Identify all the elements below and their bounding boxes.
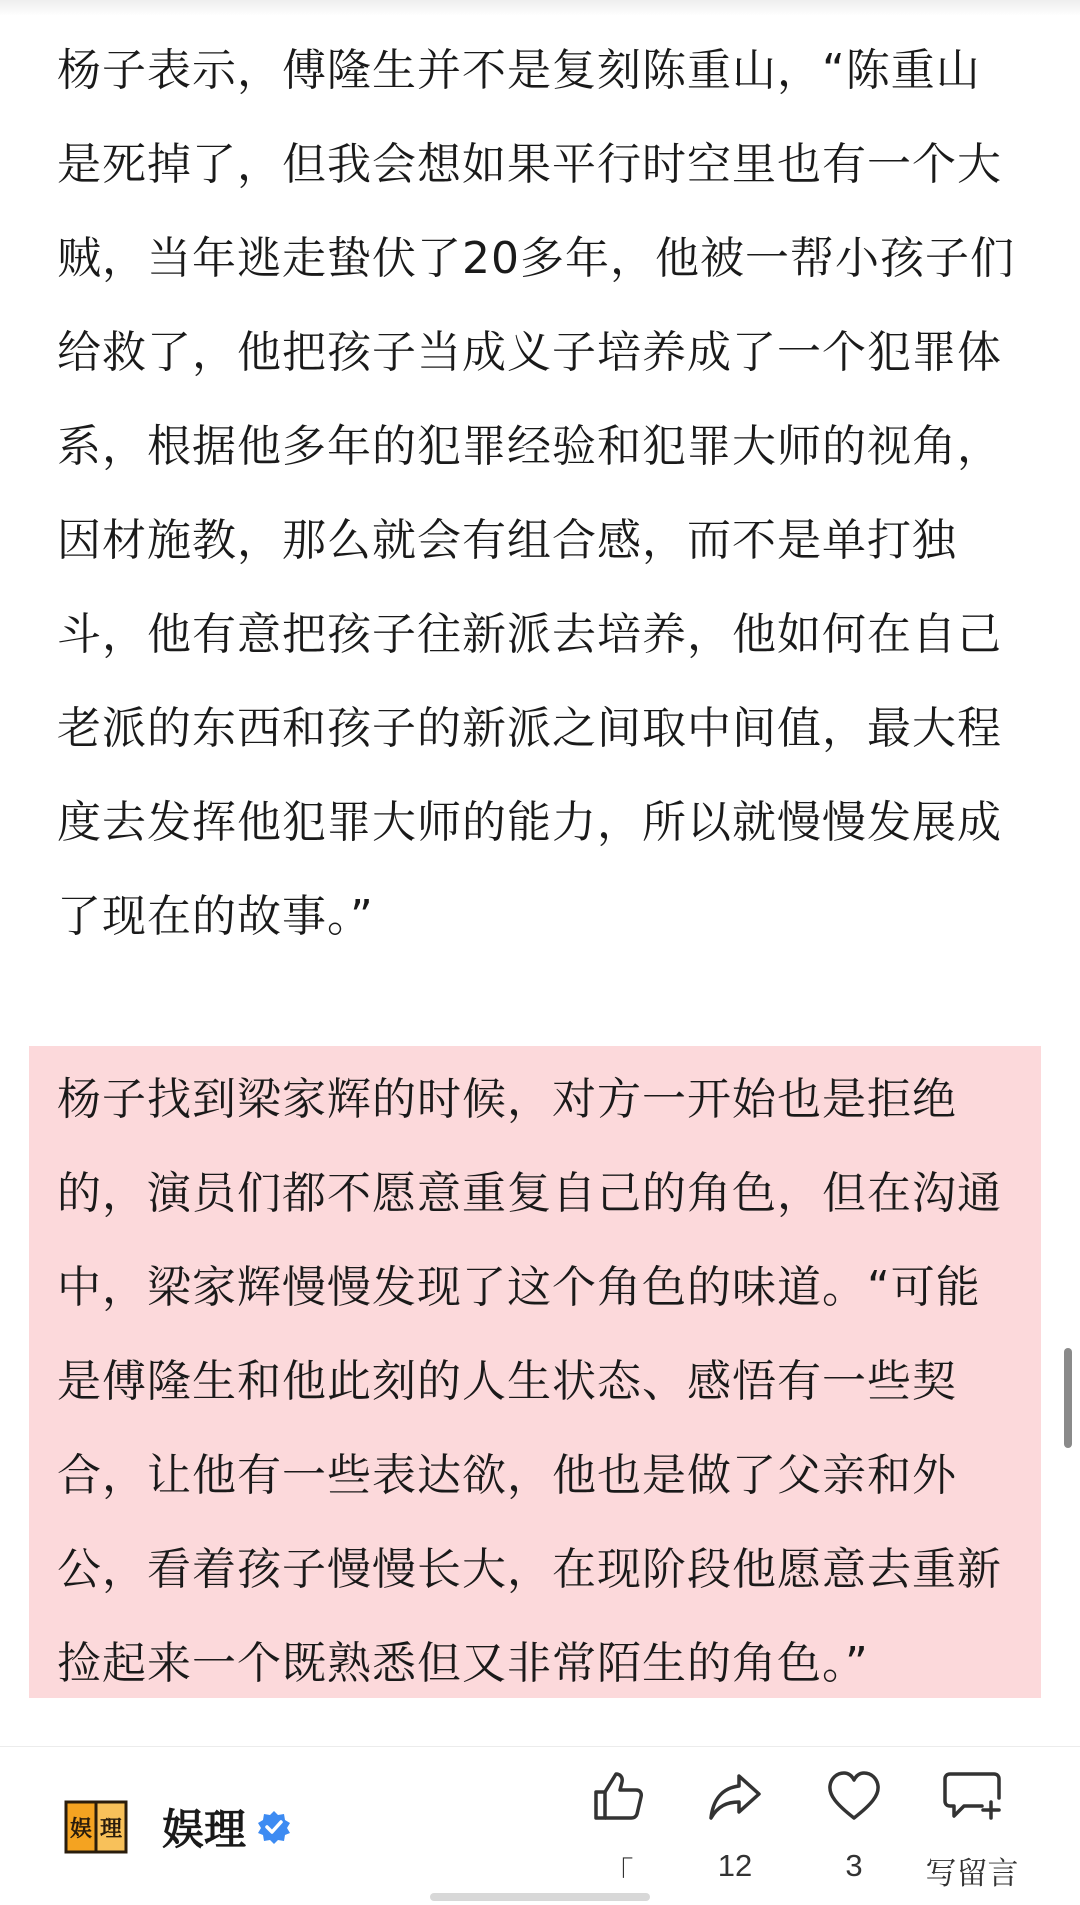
comment-label: 写留言 [925,1856,1019,1892]
paragraph-line: 了现在的故事。” [57,891,374,942]
heart-icon [794,1768,914,1824]
thumbs-up-icon [558,1768,678,1824]
paragraph-line: 捡起来一个既熟悉但又非常陌生的角色。” [57,1638,869,1689]
share-button[interactable] [675,1768,795,1884]
share-arrow-icon [675,1768,795,1824]
paragraph-line: 给救了，他把孩子当成义子培养成了一个犯罪体 [57,327,1002,378]
comment-plus-icon [912,1768,1032,1824]
author-name[interactable]: 娱理 [162,1805,247,1854]
paragraph-line: 系，根据他多年的犯罪经验和犯罪大师的视角， [57,421,1002,472]
favorite-count: 3 [845,1848,863,1883]
paragraph-line: 度去发挥他犯罪大师的能力，所以就慢慢发展成 [57,797,1002,848]
author-info[interactable] [64,1792,292,1862]
paragraph-line: 是傅隆生和他此刻的人生状态、感悟有一些契 [57,1356,957,1407]
paragraph-line: 公，看着孩子慢慢长大，在现阶段他愿意去重新 [57,1544,1002,1595]
article-paragraph [57,24,1017,964]
home-indicator[interactable] [430,1893,650,1901]
highlighted-quote-paragraph [57,1053,1017,1711]
paragraph-line: 斗，他有意把孩子往新派去培养，他如何在自己 [57,609,1002,660]
avatar-char: 娱 [69,1817,93,1842]
like-button[interactable] [558,1768,678,1893]
share-count: 12 [717,1848,753,1883]
verified-badge-icon [256,1809,292,1845]
paragraph-line: 杨子找到梁家辉的时候，对方一开始也是拒绝 [57,1074,957,1125]
paragraph-line: 老派的东西和孩子的新派之间取中间值，最大程 [57,703,1002,754]
avatar[interactable] [64,1794,130,1860]
comment-button[interactable] [912,1768,1032,1893]
paragraph-line: 的，演员们都不愿意重复自己的角色，但在沟通 [57,1168,1002,1219]
paragraph-line: 中，梁家辉慢慢发现了这个角色的味道。“可能 [57,1262,981,1313]
paragraph-line: 是死掉了，但我会想如果平行时空里也有一个大 [57,139,1002,190]
paragraph-line: 因材施教，那么就会有组合感，而不是单打独 [57,515,957,566]
paragraph-line: 贼，当年逃走蛰伏了20多年，他被一帮小孩子们 [57,233,1015,284]
like-count: 「 [602,1856,634,1891]
paragraph-line: 合，让他有一些表达欲，他也是做了父亲和外 [57,1450,957,1501]
paragraph-line: 杨子表示，傅隆生并不是复刻陈重山，“陈重山 [57,45,981,96]
avatar-char: 理 [99,1817,123,1842]
scrollbar-thumb[interactable] [1064,1348,1072,1448]
top-edge-shadow [0,0,1080,16]
footer-divider [0,1746,1080,1747]
favorite-button[interactable] [794,1768,914,1884]
